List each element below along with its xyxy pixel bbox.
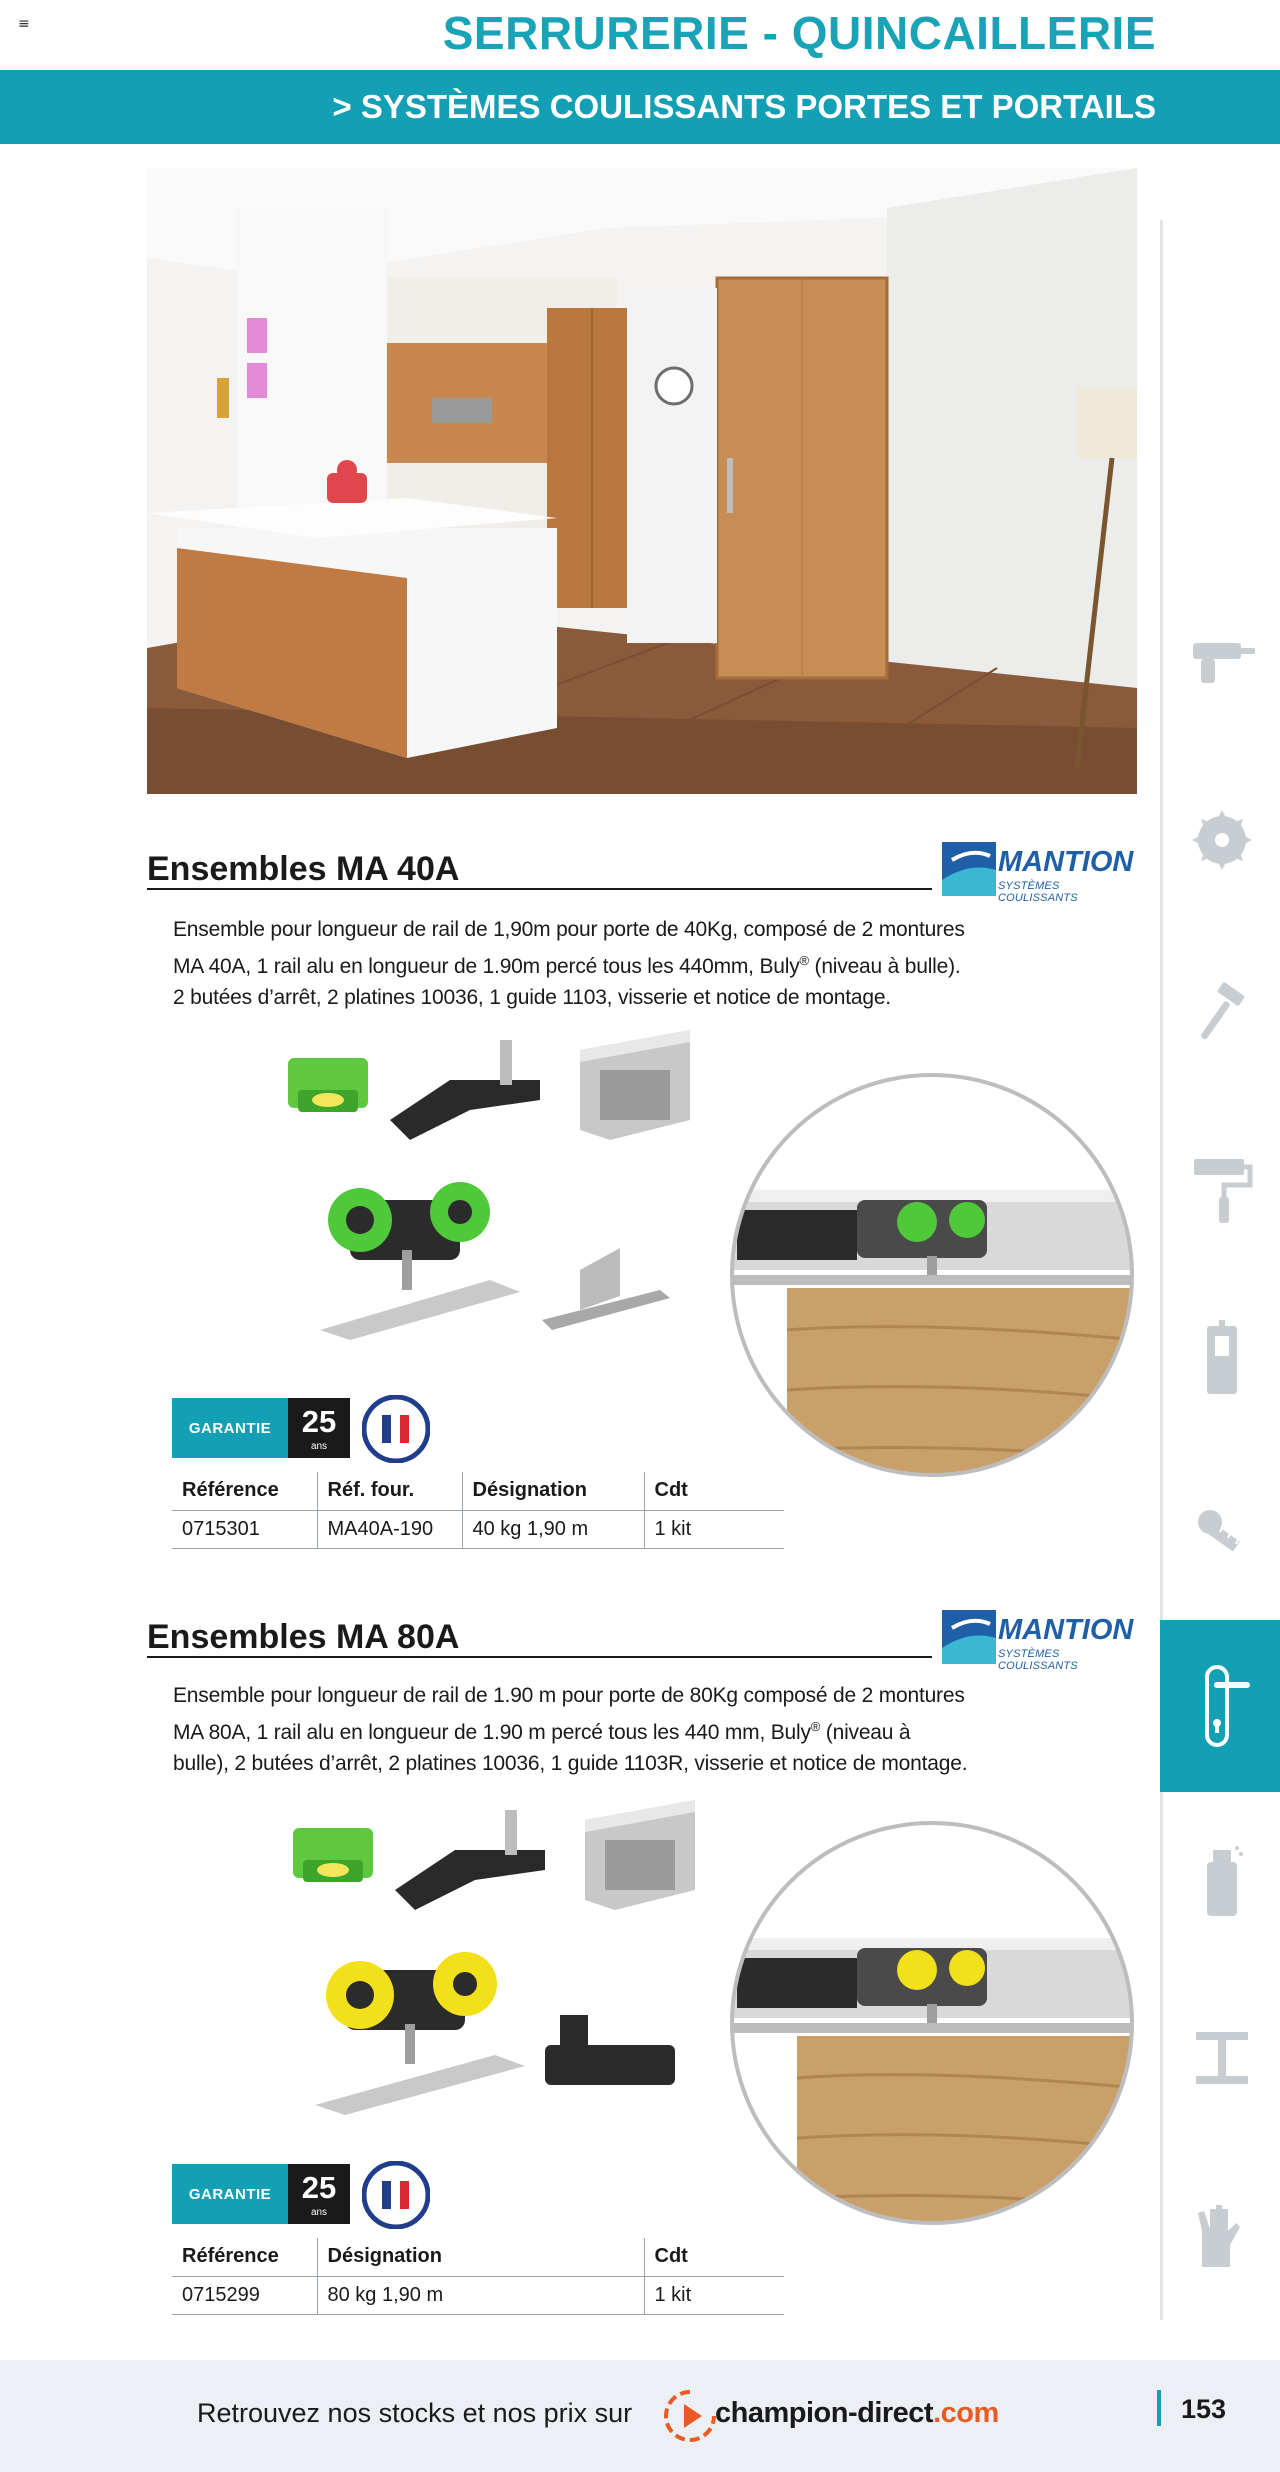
- table-cell: 1 kit: [644, 2276, 784, 2314]
- guide-part: [545, 2015, 675, 2085]
- guide-part: [542, 1248, 670, 1330]
- mantion-logo: [942, 1610, 1137, 1672]
- brand-name: MANTION: [998, 1614, 1134, 1646]
- brand-name: MANTION: [998, 846, 1134, 878]
- table-cell: 0715301: [172, 1510, 317, 1548]
- guarantee-years: 25 ans: [288, 2164, 350, 2224]
- category-subtitle: > SYSTÈMES COULISSANTS PORTES ET PORTAILS: [332, 88, 1156, 125]
- table-row: [172, 1510, 784, 1548]
- hammer-icon[interactable]: [1182, 972, 1262, 1052]
- column-header: Référence: [172, 1472, 317, 1510]
- product-description: [173, 914, 993, 1013]
- sidebar-rail: [1160, 220, 1163, 2320]
- footer-separator: [1157, 2390, 1161, 2426]
- table-cell: 0715299: [172, 2276, 317, 2314]
- menu-icon[interactable]: ≡: [18, 16, 30, 32]
- page-number: 153: [1181, 2394, 1227, 2424]
- spray-can-icon[interactable]: [1182, 1840, 1262, 1920]
- table-cell: MA40A-190: [317, 1510, 462, 1548]
- product-description: [173, 1680, 993, 1779]
- electrical-icon[interactable]: [1182, 1320, 1262, 1400]
- description-line: 2 butées d’arrêt, 2 platines 10036, 1 guide 1103, visserie et notice de montage.: [173, 986, 891, 1009]
- stopper-part: [395, 1810, 545, 1910]
- saw-blade-icon[interactable]: [1182, 800, 1262, 880]
- description-line: MA 40A, 1 rail alu en longueur de 1.90m percé tous les 440mm, Buly® (niveau à bulle).: [173, 953, 961, 978]
- reference-table: [172, 2238, 784, 2315]
- table-cell: 1 kit: [644, 1510, 784, 1548]
- mantion-logo: [942, 842, 1137, 904]
- heading-rule: [147, 888, 932, 890]
- made-in-france-icon: [362, 2161, 430, 2229]
- footer: [0, 2360, 1280, 2472]
- table-row: [172, 2276, 784, 2314]
- parts-illustration: [285, 1800, 705, 2125]
- table-cell: 40 kg 1,90 m: [462, 1510, 644, 1548]
- bubble-level-part: [293, 1828, 373, 1882]
- brand-tagline: SYSTÈMES COULISSANTS: [998, 1648, 1078, 1672]
- table-header-row: [172, 1472, 784, 1510]
- page-title: SERRURERIE - QUINCAILLERIE: [442, 7, 1156, 59]
- column-header: Référence: [172, 2238, 317, 2276]
- column-header: Réf. four.: [317, 1472, 462, 1510]
- description-line: MA 80A, 1 rail alu en longueur de 1.90 m percé tous les 440 mm, Buly® (niveau à: [173, 1719, 911, 1744]
- steel-beam-icon[interactable]: [1182, 2018, 1262, 2098]
- door-handle-icon[interactable]: [1160, 1620, 1280, 1792]
- brand-tagline: SYSTÈMES COULISSANTS: [998, 880, 1078, 904]
- rail-part: [580, 1030, 690, 1140]
- category-band: [0, 70, 1280, 144]
- guarantee-badge: [172, 1398, 457, 1458]
- description-line: bulle), 2 butées d’arrêt, 2 platines 10036, 1 guide 1103R, visserie et notice de montage.: [173, 1752, 968, 1775]
- description-line: Ensemble pour longueur de rail de 1,90m pour porte de 40Kg, composé de 2 montures: [173, 918, 965, 941]
- rail-part: [585, 1800, 695, 1910]
- trolley-part: [315, 1952, 525, 2115]
- product-title: Ensembles MA 80A: [147, 1618, 460, 1656]
- reference-table: [172, 1472, 784, 1549]
- paint-roller-icon[interactable]: [1182, 1150, 1262, 1230]
- product-title: Ensembles MA 40A: [147, 850, 460, 888]
- table-cell: 80 kg 1,90 m: [317, 2276, 644, 2314]
- footer-site-link[interactable]: champion-direct.com: [715, 2397, 999, 2429]
- guarantee-years: 25 ans: [288, 1398, 350, 1458]
- column-header: Cdt: [644, 2238, 784, 2276]
- column-header: Cdt: [644, 1472, 784, 1510]
- column-header: Désignation: [462, 1472, 644, 1510]
- trolley-part: [320, 1182, 520, 1340]
- heading-rule: [147, 1656, 932, 1658]
- guarantee-label: GARANTIE: [172, 1398, 288, 1458]
- column-header: Désignation: [317, 2238, 644, 2276]
- installed-detail-image: [727, 1070, 1137, 1485]
- stopper-part: [390, 1040, 540, 1140]
- screw-icon[interactable]: [1182, 1492, 1262, 1572]
- kitchen-photo: [147, 168, 1137, 794]
- guarantee-label: GARANTIE: [172, 2164, 288, 2224]
- made-in-france-icon: [362, 1395, 430, 1463]
- bubble-level-part: [288, 1058, 368, 1112]
- footer-text: Retrouvez nos stocks et nos prix sur: [197, 2398, 633, 2428]
- drill-icon[interactable]: [1182, 622, 1262, 702]
- gloves-icon[interactable]: [1182, 2196, 1262, 2276]
- parts-illustration: [280, 1030, 700, 1355]
- champion-direct-logo-icon: [660, 2386, 720, 2446]
- table-header-row: [172, 2238, 784, 2276]
- description-line: Ensemble pour longueur de rail de 1.90 m pour porte de 80Kg composé de 2 montures: [173, 1684, 965, 1707]
- installed-detail-image: [727, 1818, 1137, 2233]
- guarantee-badge: [172, 2164, 457, 2224]
